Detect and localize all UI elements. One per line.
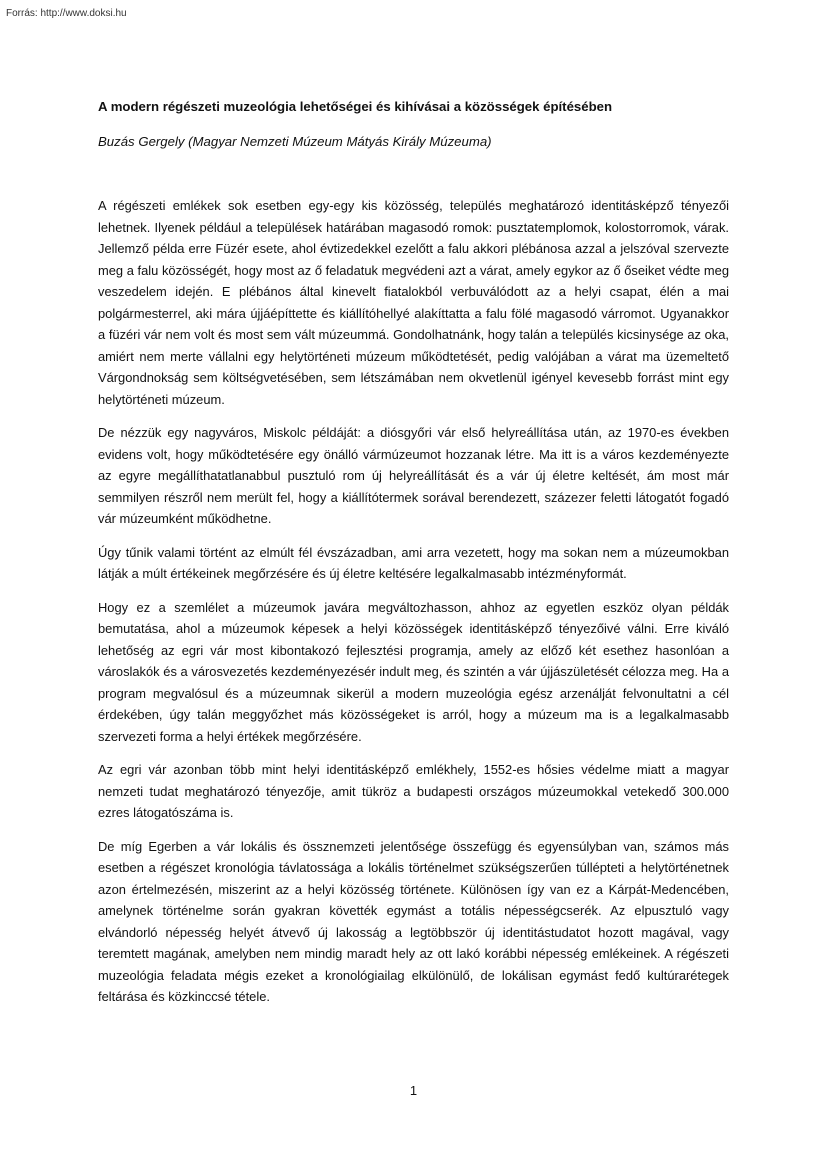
- paragraph: Az egri vár azonban több mint helyi identitásképző emlékhely, 1552-es hősies védelme miatt a magyar nemzeti tudat meghatározó tényezője, amit tükröz a budapesti országos múzeumokkal vetekedő 300.000 ezres látogatószáma is.: [98, 762, 729, 820]
- source-label: Forrás: http://www.doksi.hu: [6, 8, 127, 19]
- paragraph: A régészeti emlékek sok esetben egy-egy kis közösség, település meghatározó identitásképző tényezői lehetnek. Ilyenek például a települések határában magasodó romok: pusztatemplomok, kolostorromok, várak. Jellemző példa erre Füzér esete, ahol évtizedekkel ezelőtt a falu akkori plébánosa azzal a jelszóval szervezte meg a falu közösségét, hogy most az ő feladatuk megvédeni azt a várat, amely egykor az ő őseiket védte meg veszedelem idején. E plébános által kinevelt fiatalokból verbuválódott az a helyi csapat, élén a mai polgármesterrel, aki mára újjáépíttette és kiállítóhellyé alakíttatta a falu fölé magasodó várromot. Ugyanakkor a füzéri vár nem volt és most sem vált múzeummá. Gondolhatnánk, hogy talán a település kicsinysége az oka, amiért nem merte vállalni egy helytörténeti múzeum működtetését, pedig valójában a várat ma üzemeltető Várgondnokság sem költségvetésében, sem létszámában nem okvetlenül igényel kevesebb forrást mint egy helytörténeti múzeum.: [98, 198, 729, 407]
- document-page: [98, 98, 729, 1020]
- paragraph: De míg Egerben a vár lokális és össznemzeti jelentősége összefügg és egyensúlyban van, számos más esetben a régészet kronológia távlatossága a lokális történelmet szükségszerűen túllépteti a helytörténetnek azon értelmezésén, miszerint az a helyi közösség története. Különösen így van ez a Kárpát-Medencében, amelynek történelme során gyakran követték egymást a totális népességcserék. Az elpusztuló vagy elvándorló népesség helyét átvevő új lakosság a legtöbbször új identitástudatot hozott magával, vagy teremtett magának, amelyben nem mindig maradt hely az ott lakó korábbi népesség emlékeinek. A régészeti muzeológia feladata mégis ezeket a kronológiailag elkülönülő, de lokálisan egymást fedő kultúrarétegek feltárása és közkinccsé tétele.: [98, 838, 729, 1004]
- paragraph: Hogy ez a szemlélet a múzeumok javára megváltozhasson, ahhoz az egyetlen eszköz olyan példák bemutatása, ahol a múzeumok képesek a helyi közösségek identitásképző tényezőivé válni. Erre kiváló lehetőség az egri vár most kibontakozó fejlesztési programja, amely az előző két esethez hasonlóan a városlakók és a városvezetés kezdeményezésér indult meg, és szintén a vár újjászületését célozza meg. Ha a program megvalósul és a múzeumnak sikerül a modern muzeológia egész arzenálját felvonultatni a cél érdekében, úgy talán meggyőzhet más közösségeket is arról, hogy a múzeum ma is a legalkalmasabb szervezeti forma a helyi értékek megőrzésére.: [98, 599, 729, 744]
- page-number: 1: [409, 1083, 418, 1098]
- document-author: Buzás Gergely (Magyar Nemzeti Múzeum Mátyás Király Múzeuma): [98, 134, 492, 149]
- paragraph: De nézzük egy nagyváros, Miskolc példáját: a diósgyőri vár első helyreállítása után, az 1970-es években evidens volt, hogy működtetésére egy önálló vármúzeumot hozzanak létre. Ma itt is a város kezdeményezte az egyre megállíthatatlanabbul pusztuló rom új helyreállítását és a vár új életre keltését, ám most már semmilyen részről nem merült fel, hogy a kiállítótermek sorával berendezett, százezer feletti látogatót fogadó vár múzeumként működhetne.: [98, 425, 729, 526]
- document-body: [98, 195, 729, 1008]
- paragraph: Úgy tűnik valami történt az elmúlt fél évszázadban, ami arra vezetett, hogy ma sokan nem a múzeumokban látják a múlt értékeinek megőrzésére és új életre keltésére legalkalmasabb intézményformát.: [98, 544, 729, 581]
- document-title: A modern régészeti muzeológia lehetőségei és kihívásai a közösségek építésében: [98, 99, 613, 114]
